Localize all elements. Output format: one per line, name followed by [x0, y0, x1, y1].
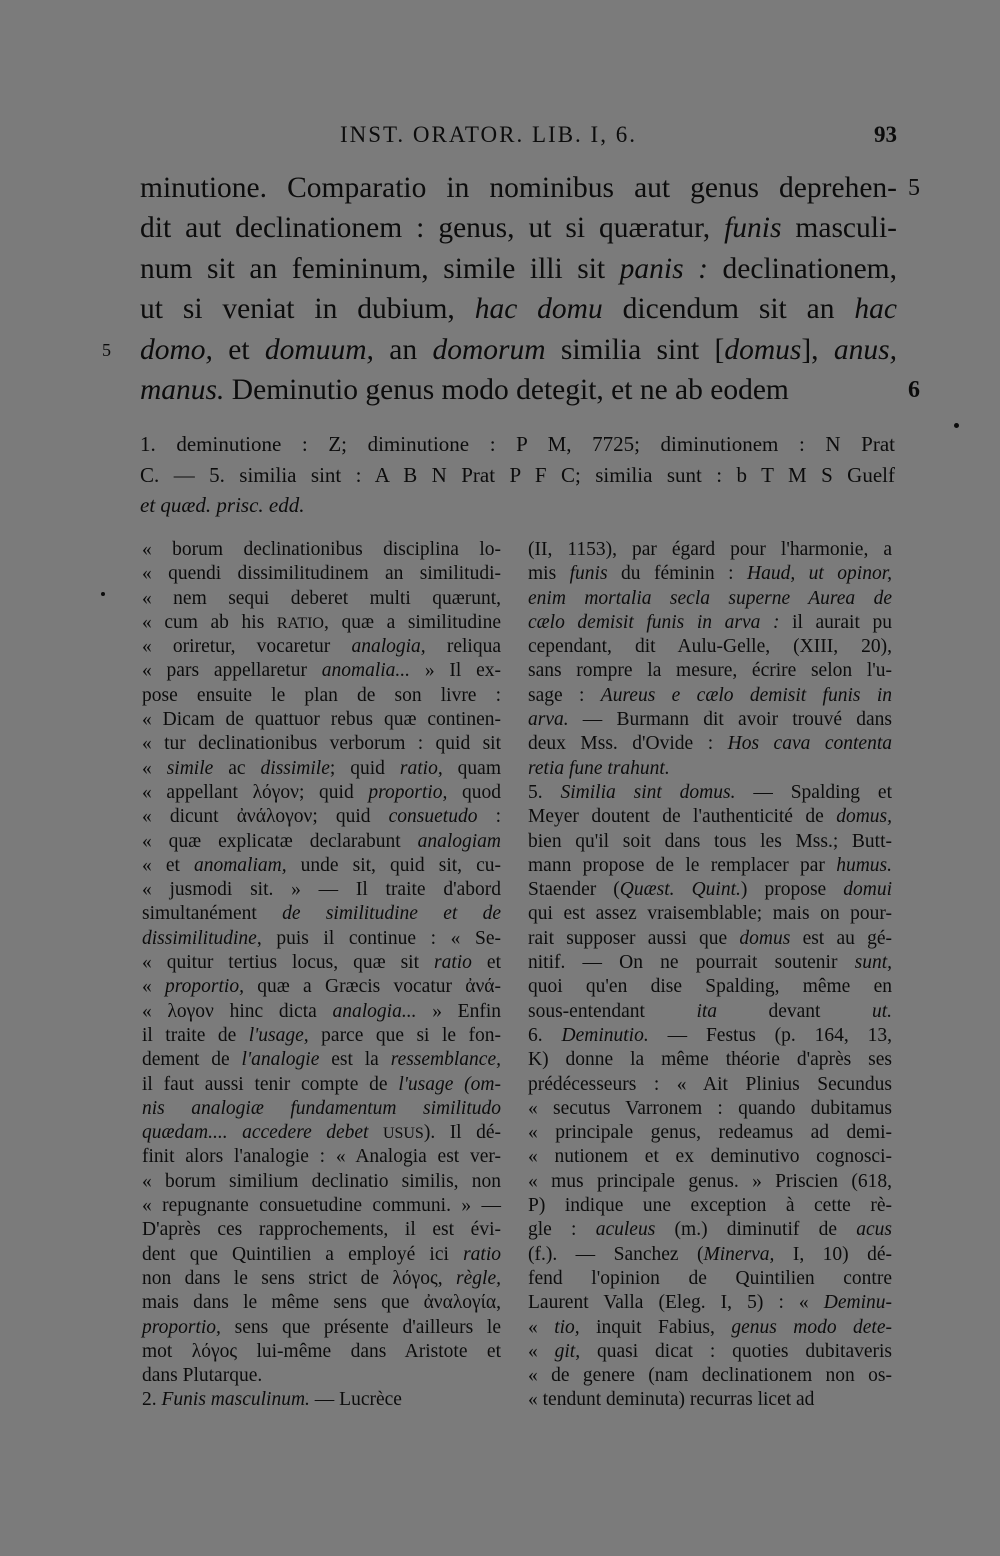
- commentary-line: (II, 1153), par égard pour l'harmonie, a: [528, 539, 892, 560]
- commentary-line: gle : aculeus (m.) diminutif de acus: [528, 1219, 892, 1241]
- commentary-line: 2. Funis masculinum. — Lucrèce: [142, 1389, 402, 1411]
- commentary-line: il traite de l'usage, parce que si le fon-: [142, 1024, 501, 1046]
- commentary-line: D'après ces rapprochements, il est évi-: [142, 1219, 501, 1241]
- commentary-line: mann propose de le remplacer par humus.: [528, 854, 892, 876]
- commentary-line: « tendunt deminuta) recurras licet ad: [528, 1389, 815, 1411]
- commentary-line: « mus principale genus. » Priscien (618,: [528, 1170, 892, 1192]
- commentary-line: prédécesseurs : « Ait Plinius Secundus: [528, 1073, 892, 1095]
- commentary-line: enim mortalia secla superne Aurea de: [528, 587, 892, 609]
- commentary-line: simultanément de similitudine et de: [142, 903, 502, 925]
- commentary-line: bien qu'il soit dans tous les Mss.; Butt-: [528, 830, 892, 852]
- apparatus-line: et quæd. prisc. edd.: [140, 493, 305, 517]
- commentary-line: « quendi dissimilitudinem an similitudi-: [142, 563, 501, 585]
- commentary-line: dans Plutarque.: [142, 1365, 263, 1387]
- commentary-line: nis analogiæ fundamentum similitudo: [142, 1097, 501, 1119]
- commentary-line: arva. — Burmann dit avoir trouvé dans: [528, 709, 892, 731]
- commentary-line: mis funis du féminin : Haud, ut opinor,: [528, 563, 892, 585]
- commentary-line: « borum declinationibus disciplina lo-: [142, 539, 501, 560]
- commentary-line: « nem sequi deberet multi quærunt,: [142, 587, 501, 609]
- commentary-line: Meyer doutent de l'authenticité de domus,: [528, 806, 892, 828]
- commentary-line: 6. Deminutio. — Festus (p. 164, 13,: [528, 1024, 893, 1046]
- commentary-line: cælo demisit funis in arva : il aurait pu: [528, 611, 892, 633]
- commentary-line: dement de l'analogie est la ressemblance,: [142, 1049, 501, 1071]
- commentary-left-column: [142, 538, 501, 1413]
- commentary-line: sage : Aureus e cælo demisit funis in: [528, 684, 892, 706]
- text-line: ut si veniat in dubium, hac domu dicendum sit an hac: [140, 293, 898, 326]
- right-margin-line-number: 6: [908, 377, 920, 403]
- commentary-line: « secutus Varronem : quando dubitamus: [528, 1097, 892, 1119]
- commentary-line: « git, quasi dicat : quoties dubitaveris: [528, 1340, 892, 1362]
- commentary-line: non dans le sens strict de λόγος, règle,: [142, 1267, 501, 1289]
- commentary-line: cependant, dit Aulu-Gelle, (XIII, 20),: [528, 636, 892, 658]
- commentary-line: qui est assez vraisemblable; mais on pour-: [528, 903, 892, 925]
- print-speck: [101, 592, 105, 596]
- apparatus-line: 1. deminutione : Z; diminutione : P M, 7725; diminutionem : N Prat: [140, 432, 895, 456]
- commentary-line: (f.). — Sanchez (Minerva, I, 10) dé-: [528, 1243, 892, 1265]
- commentary-line: P) indique une exception à cette rè-: [528, 1195, 892, 1217]
- text-line: dit aut declinationem : genus, ut si quæratur, funis masculi-: [140, 212, 897, 245]
- commentary-line: « borum similium declinatio similis, non: [142, 1170, 501, 1192]
- commentary-line: « principale genus, redeamus ad demi-: [528, 1122, 892, 1144]
- text-line: domo, et domuum, an domorum similia sint [domus], anus,: [140, 333, 898, 366]
- commentary-line: 5. Similia sint domus. — Spalding et: [528, 781, 892, 803]
- commentary-line: « cum ab his RATIO, quæ a similitudine: [142, 611, 501, 633]
- commentary-line: « simile ac dissimile; quid ratio, quam: [142, 757, 502, 779]
- commentary-line: « λογον hinc dicta analogia... » Enfin: [142, 1000, 502, 1022]
- print-speck: [954, 423, 959, 428]
- commentary-line: K) donne la même théorie d'après ses: [528, 1049, 892, 1071]
- commentary-line: « nutionem et ex deminutivo cognosci-: [528, 1146, 892, 1168]
- commentary-line: il faut aussi tenir compte de l'usage (om-: [142, 1073, 502, 1095]
- apparatus-line: C. — 5. similia sint : A B N Prat P F C; similia sunt : b T M S Guelf: [140, 462, 895, 487]
- commentary-line: fend l'opinion de Quintilien contre: [528, 1267, 892, 1289]
- commentary-line: finit alors l'analogie : « Analogia est ver-: [142, 1146, 501, 1168]
- text-line: manus. Deminutio genus modo detegit, et ne ab eodem: [140, 374, 789, 406]
- commentary-line: « repugnante consuetudine communi. » —: [142, 1195, 501, 1217]
- page-number: 93: [874, 122, 897, 147]
- commentary-line: « proportio, quæ a Græcis vocatur ἀνά-: [142, 976, 502, 998]
- commentary-line: mot λόγος lui-même dans Aristote et: [142, 1340, 501, 1362]
- commentary-line: Staender (Quæst. Quint.) propose domui: [528, 879, 893, 901]
- commentary-line: nitif. — On ne pourrait soutenir sunt,: [528, 952, 892, 974]
- commentary-line: « tio, inquit Fabius, genus modo dete-: [528, 1316, 893, 1338]
- commentary-line: mais dans le même sens que ἀναλογία,: [142, 1292, 501, 1314]
- commentary-line: quoi qu'en dise Spalding, même en: [528, 976, 892, 998]
- commentary-line: sous-entendant ita devant ut.: [528, 1000, 892, 1022]
- commentary-right-column: [528, 538, 892, 1413]
- commentary-line: « de genere (nam declinationem non os-: [528, 1365, 892, 1387]
- commentary-line: quædam.... accedere debet USUS). Il dé-: [142, 1122, 501, 1144]
- commentary-line: Laurent Valla (Eleg. I, 5) : « Deminu-: [528, 1292, 892, 1314]
- commentary-line: « et anomaliam, unde sit, quid sit, cu-: [142, 854, 501, 876]
- commentary-line: rait supposer aussi que domus est au gé-: [528, 927, 892, 949]
- commentary-line: pose ensuite le plan de son livre :: [142, 684, 501, 706]
- commentary-line: retia fune trahunt.: [528, 757, 670, 779]
- text-line: num sit an femininum, simile illi sit panis : declinationem,: [140, 252, 898, 285]
- commentary-line: « appellant λόγον; quid proportio, quod: [142, 781, 502, 803]
- commentary-line: sans rompre la mesure, écrire selon l'u-: [528, 660, 892, 682]
- commentary-line: dent que Quintilien a employé ici ratio: [142, 1243, 501, 1265]
- commentary-line: deux Mss. d'Ovide : Hos cava contenta: [528, 733, 892, 755]
- running-title: INST. ORATOR. LIB. I, 6.: [340, 122, 637, 147]
- right-margin-line-number: 5: [908, 175, 920, 201]
- text-line: minutione. Comparatio in nominibus aut genus deprehen-: [140, 172, 897, 204]
- left-margin-line-number: 5: [102, 339, 111, 360]
- commentary-line: « oriretur, vocaretur analogia, reliqua: [142, 636, 502, 658]
- commentary-line: « Dicam de quattuor rebus quæ continen-: [142, 709, 501, 731]
- commentary-line: « quæ explicatæ declarabunt analogiam: [142, 830, 501, 852]
- commentary-line: « pars appellaretur anomalia... » Il ex-: [142, 660, 501, 682]
- commentary-line: « jusmodi sit. » — Il traite d'abord: [142, 879, 501, 901]
- commentary-line: dissimilitudine, puis il continue : « Se-: [142, 927, 501, 949]
- commentary-line: « quitur tertius locus, quæ sit ratio et: [142, 952, 501, 974]
- running-header: [140, 122, 897, 152]
- commentary-line: « tur declinationibus verborum : quid sit: [142, 733, 501, 755]
- commentary-line: « dicunt ἀνάλογον; quid consuetudo :: [142, 806, 501, 828]
- commentary-line: proportio, sens que présente d'ailleurs le: [142, 1316, 501, 1338]
